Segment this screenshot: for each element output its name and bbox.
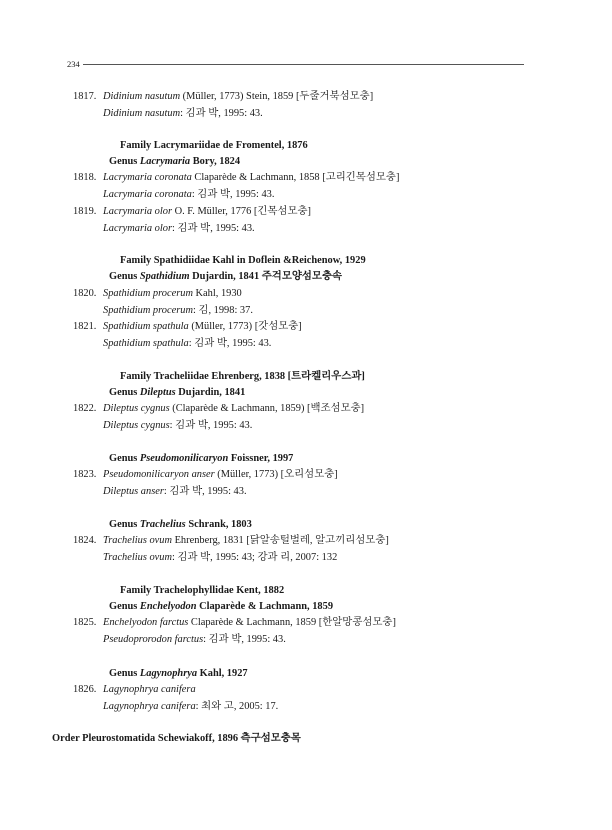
- genus-authority: Claparède & Lachmann, 1859: [196, 601, 334, 612]
- genus-heading: [109, 601, 333, 613]
- reference-text: : 김과 박, 1995: 43.: [163, 486, 247, 497]
- synonym-reference: [103, 634, 286, 646]
- species-name: Trachelius ovum: [103, 535, 172, 546]
- entry-number: 1821.: [73, 321, 97, 332]
- genus-authority: Foissner, 1997: [228, 453, 294, 464]
- genus-authority: Bory, 1824: [190, 156, 241, 167]
- synonym-name: Spathidium procerum: [103, 305, 193, 316]
- entry-number: 1826.: [73, 684, 97, 695]
- reference-text: : 김과 박, 1995: 43.: [188, 338, 272, 349]
- species-authority: Kahl, 1930: [192, 288, 242, 299]
- species-line: [103, 684, 196, 696]
- species-line: [103, 206, 311, 218]
- reference-text: : 김, 1998: 37.: [192, 305, 253, 316]
- family-heading: Family Spathidiidae Kahl in Doflein &Reichenow, 1929: [120, 255, 366, 266]
- synonym-name: Lacrymaria olor: [103, 223, 172, 234]
- reference-text: : 김과 박, 1995: 43.: [191, 189, 275, 200]
- synonym-reference: [103, 338, 271, 350]
- genus-authority: Kahl, 1927: [197, 668, 248, 679]
- species-name: Lagynophrya canifera: [103, 684, 196, 695]
- species-line: [103, 469, 338, 481]
- species-line: [103, 172, 399, 184]
- page-number: 234: [67, 59, 80, 69]
- entry-number: 1825.: [73, 617, 97, 628]
- genus-label: Genus: [109, 453, 140, 464]
- species-line: [103, 535, 389, 547]
- entry-number: 1824.: [73, 535, 97, 546]
- species-authority: (Müller, 1773) [갓섬모충]: [188, 321, 302, 332]
- genus-name: Pseudomonilicaryon: [139, 453, 229, 464]
- order-heading: Order Pleurostomatida Schewiakoff, 1896 측구섬모충목: [52, 733, 301, 744]
- reference-text: : 최와 고, 2005: 17.: [195, 701, 279, 712]
- family-heading: Family Tracheliidae Ehrenberg, 1838 [트라켈리우스과]: [120, 371, 365, 382]
- family-heading: Family Trachelophyllidae Kent, 1882: [120, 585, 285, 596]
- genus-label: Genus: [109, 156, 140, 167]
- species-name: Lacrymaria olor: [103, 206, 172, 217]
- synonym-name: Trachelius ovum: [103, 552, 172, 563]
- genus-name: Lagynophrya: [139, 668, 198, 679]
- genus-heading: [109, 519, 252, 531]
- synonym-name: Lacrymaria coronata: [103, 189, 192, 200]
- entry-number: 1823.: [73, 469, 97, 480]
- genus-heading: [109, 387, 245, 399]
- synonym-reference: [103, 189, 274, 201]
- species-authority: (Müller, 1773) Stein, 1859 [두줄거북섬모충]: [180, 91, 374, 102]
- genus-label: Genus: [109, 601, 140, 612]
- synonym-reference: [103, 552, 337, 564]
- species-name: Spathidium procerum: [103, 288, 193, 299]
- species-name: Enchelyodon farctus: [103, 617, 189, 628]
- synonym-name: Pseudoprorodon farctus: [103, 634, 204, 645]
- entry-number: 1822.: [73, 403, 97, 414]
- species-authority: O. F. Müller, 1776 [긴목섬모충]: [172, 206, 311, 217]
- entry-number: 1820.: [73, 288, 97, 299]
- species-authority: (Müller, 1773) [오리섬모충]: [214, 469, 338, 480]
- entry-number: 1817.: [73, 91, 97, 102]
- species-line: [103, 321, 302, 333]
- genus-authority: Dujardin, 1841: [175, 387, 246, 398]
- synonym-reference: [103, 486, 247, 498]
- species-line: [103, 91, 373, 103]
- species-authority: (Claparède & Lachmann, 1859) [백조섬모충]: [169, 403, 365, 414]
- genus-name: Spathidium: [139, 271, 190, 282]
- synonym-reference: [103, 223, 255, 235]
- genus-authority: Dujardin, 1841 주걱모양섬모충속: [189, 271, 343, 282]
- species-line: [103, 288, 242, 300]
- genus-name: Lacrymaria: [139, 156, 191, 167]
- reference-text: : 김과 박, 1995: 43.: [169, 420, 253, 431]
- synonym-name: Dileptus anser: [103, 486, 164, 497]
- species-authority: Claparède & Lachmann, 1858 [고리긴목섬모충]: [191, 172, 400, 183]
- species-name: Dileptus cygnus: [103, 403, 170, 414]
- synonym-name: Lagynophrya canifera: [103, 701, 196, 712]
- synonym-reference: [103, 420, 252, 432]
- header-rule: [83, 64, 524, 65]
- species-name: Didinium nasutum: [103, 91, 181, 102]
- species-line: [103, 403, 364, 415]
- genus-name: Trachelius: [139, 519, 186, 530]
- reference-text: : 김과 박, 1995: 43.: [180, 108, 263, 119]
- entry-number: 1818.: [73, 172, 97, 183]
- synonym-name: Dileptus cygnus: [103, 420, 170, 431]
- species-name: Lacrymaria coronata: [103, 172, 192, 183]
- family-heading: Family Lacrymariidae de Fromentel, 1876: [120, 140, 308, 151]
- species-name: Spathidium spathula: [103, 321, 189, 332]
- synonym-reference: [103, 108, 263, 120]
- genus-heading: [109, 271, 342, 283]
- genus-heading: [109, 668, 248, 680]
- reference-text: : 김과 박, 1995: 43; 강과 리, 2007: 132: [171, 552, 338, 563]
- species-line: [103, 617, 396, 629]
- genus-name: Enchelyodon: [139, 601, 197, 612]
- entry-number: 1819.: [73, 206, 97, 217]
- genus-heading: [109, 156, 240, 168]
- genus-label: Genus: [109, 387, 140, 398]
- synonym-name: Spathidium spathula: [103, 338, 189, 349]
- species-name: Pseudomonilicaryon anser: [103, 469, 215, 480]
- reference-text: : 김과 박, 1995: 43.: [203, 634, 286, 645]
- genus-name: Dileptus: [139, 387, 176, 398]
- synonym-name: Didinium nasutum: [103, 108, 181, 119]
- reference-text: : 김과 박, 1995: 43.: [172, 223, 255, 234]
- genus-label: Genus: [109, 668, 140, 679]
- synonym-reference: [103, 305, 253, 317]
- genus-label: Genus: [109, 271, 140, 282]
- species-authority: Claparède & Lachmann, 1859 [한알망콩섬모충]: [188, 617, 396, 628]
- synonym-reference: [103, 701, 278, 713]
- genus-heading: [109, 453, 293, 465]
- genus-authority: Schrank, 1803: [185, 519, 252, 530]
- species-authority: Ehrenberg, 1831 [닭알송털벌레, 알고끼리섬모충]: [171, 535, 389, 546]
- genus-label: Genus: [109, 519, 140, 530]
